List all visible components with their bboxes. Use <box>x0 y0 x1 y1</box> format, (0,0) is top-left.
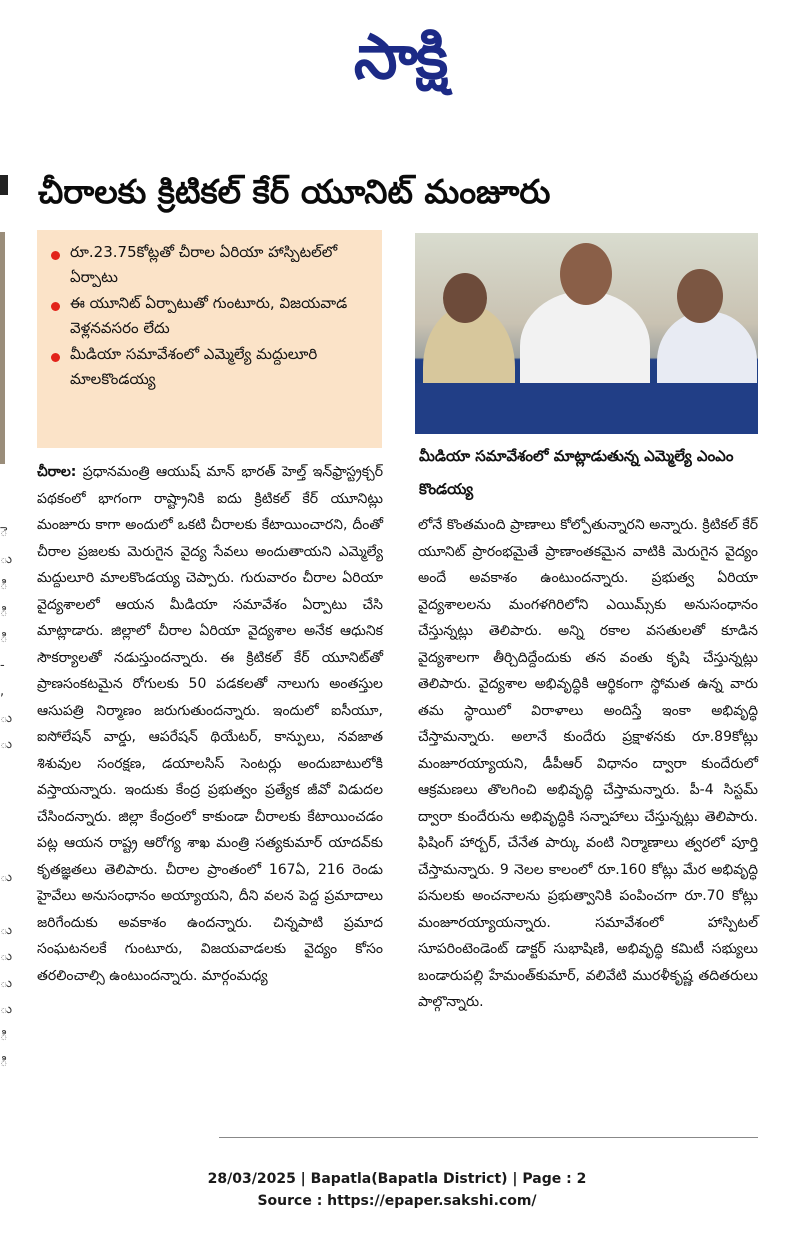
article-column-left <box>37 459 383 1075</box>
masthead-logo: సాక్షి <box>353 20 447 93</box>
table-cloth <box>415 383 758 434</box>
highlight-text: ఈ యూనిట్ ఏర్పాటుతో గుంటూరు, విజయవాడ వెళ్లనవసరం లేదు <box>70 294 348 337</box>
person-mla-head <box>560 243 612 305</box>
dateline: చీరాల: <box>37 464 77 480</box>
footer-date-edition: 28/03/2025 | Bapatla(Bapatla District) | Page : 2 <box>207 1171 587 1187</box>
footer <box>0 1168 794 1212</box>
article-text-right: లోనే కొంతమంది ప్రాణాలు కోల్పోతున్నారని అన్నారు. క్రిటికల్ కేర్ యూనిట్ ప్రారంభమైతే ప్రాణాంతకమైన వాటికి మెరుగైన వైద్యం అందే అవకాశం ఉంటుందన్నారు. ప్రభుత్వ ఏరియా వైద్యశాలలను మంగళగిరిలోని ఎయిమ్స్‌కు అనుసంధానం చేస్తున్నట్లు తెలిపారు. అన్ని రకాల వసతులతో కూడిన వైద్యశాలగా తీర్చిదిద్దేందుకు తన వంతు కృషి చేస్తున్నట్లు తెలిపారు. వైద్యశాల అభివృద్ధికి ఆర్థికంగా స్థోమత ఉన్న వారు తమ స్థాయిలో విరాళాలు అందిస్తే ఇంకా అభివృద్ధి చేస్తామన్నారు. అలానే కుందేరు ప్రక్షాళనకు రూ.89కోట్లు మంజూరయ్యాయని, డీపీఆర్ విధానం ద్వారా కుందేరులో ఆక్రమణలు తొలగించి అభివృద్ధి చేస్తామన్నారు. పీ-4 సిస్టమ్ ద్వారా కుందేరును అభివృద్ధికి సన్నాహాలు చేస్తున్నట్లు తెలిపారు. ఫిషింగ్ హార్బర్, చేనేత పార్కు వంటి నిర్మాణాలు త్వరలో పూర్తి చేస్తామన్నారు. 9 నెలల కాలంలో రూ.160 కోట్లు మేర అభివృద్ధి పనులకు అంచనాలను ప్రభుత్వానికి పంపించగా రూ.70 కోట్లు మంజూరయ్యాయన్నారు. సమావేశంలో హాస్పిటల్ సూపరింటెండెంట్ డాక్టర్ సుభాషిణి, అభివృద్ధి కమిటీ సభ్యులు బండారుపల్లి హేమంత్‌కుమార్, వలివేటి మురళీకృష్ణ తదితరులు పాల్గొన్నారు. <box>418 517 758 1010</box>
press-meet-photo <box>415 233 758 434</box>
highlight-item <box>49 240 372 290</box>
bullet-icon <box>51 251 60 260</box>
headline: చీరాలకు క్రిటికల్ కేర్ యూనిట్ మంజూరు <box>38 172 551 211</box>
footer-source-link[interactable]: Source : https://epaper.sakshi.com/ <box>257 1193 537 1209</box>
adjacent-column-edge <box>0 175 8 195</box>
article-text-left: ప్రధానమంత్రి ఆయుష్ మాన్ భారత్ హెల్త్ ఇన్‌ఫ్రాస్ట్రక్చర్ పథకంలో భాగంగా రాష్ట్రానికి ఐదు క్రిటికల్ కేర్ యూనిట్లు మంజూరు కాగా అందులో ఒకటి చీరాలకు కేటాయించారని, దీంతో చీరాల ప్రజలకు మెరుగైన వైద్య సేవలు అందుతాయని ఎమ్మెల్యే మద్దులూరి మాలకొండయ్య చెప్పారు. గురువారం చీరాల ఏరియా వైద్యశాలలో ఆయన మీడియా సమావేశం ఏర్పాటు చేసి మాట్లాడారు. జిల్లాలో చీరాల ఏరియా వైద్యశాల అనేక ఆధునిక సౌకర్యాలతో నడుస్తుందన్నారు. ఈ క్రిటికల్ కేర్ యూనిట్‌తో ప్రాణసంకటమైన రోగులకు 50 పడకలతో నాలుగు అంతస్తుల ఆసుపత్రి నిర్మాణం జరుగుతుందన్నారు. ఇందులో ఐసీయూ, ఐసోలేషన్ వార్డు, ఆపరేషన్ థియేటర్, కాన్పులు, నవజాత శిశువుల సంరక్షణ, డయాలసిస్ సెంటర్లు అందుబాటులోకి వస్తాయన్నారు. ఇందుకు కేంద్ర ప్రభుత్వం ప్రత్యేక జీవో విడుదల చేసిందన్నారు. జిల్లా కేంద్రంలో కాకుండా చీరాలకు కేటాయించడం పట్ల ఆయన రాష్ట్ర ఆరోగ్య శాఖ మంత్రి సత్యకుమార్ యాదవ్‌కు కృతజ్ఞతలు తెలిపారు. చీరాల ప్రాంతంలో 167ఏ, 216 రెండు హైవేలు అనుసంధానం అయ్యాయని, దీని వలన పెద్ద ప్రమాదాలు జరిగేందుకు అవకాశం ఉందన్నారు. చిన్నపాటి ప్రమాద సంఘటనలకే గుంటూరు, విజయవాడలకు వైద్యం కోసం తరలించాల్సి ఉంటుందన్నారు. మార్గంమధ్య <box>37 464 383 984</box>
photo-caption: మీడియా సమావేశంలో మాట్లాడుతున్న ఎమ్మెల్యే ఎంఎం కొండయ్య <box>419 447 734 498</box>
highlight-item <box>49 291 372 341</box>
person-woman-head <box>443 273 487 323</box>
bullet-icon <box>51 302 60 311</box>
adjacent-photo-edge <box>0 232 5 464</box>
article-paragraph <box>37 459 383 989</box>
bullet-icon <box>51 353 60 362</box>
footer-divider <box>219 1137 758 1138</box>
highlights-box <box>37 230 382 448</box>
highlight-text: రూ.23.75కోట్లతో చీరాల ఏరియా హాస్పిటల్‌లో ఏర్పాటు <box>70 243 338 286</box>
person-official-head <box>677 269 723 323</box>
adjacent-article-edge: ె ు ి ి ి - , ు ు ు ు ు ు ు ి ి <box>0 525 13 1070</box>
highlight-text: మీడియా సమావేశంలో ఎమ్మెల్యే మద్దులూరి మాలకొండయ్య <box>70 345 318 388</box>
article-column-right <box>418 512 758 1010</box>
highlight-item <box>49 342 372 392</box>
